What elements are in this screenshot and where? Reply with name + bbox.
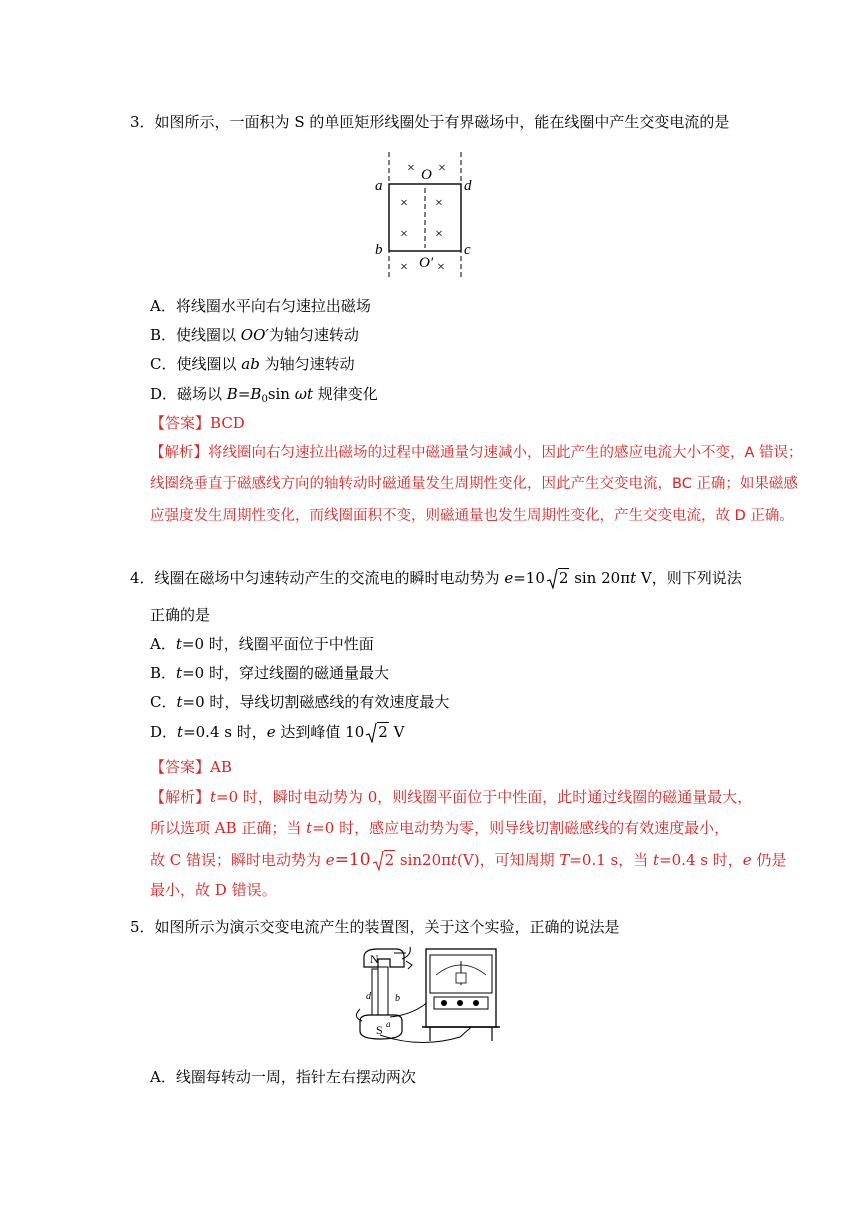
cross-mark: × (400, 260, 408, 275)
q5-stem: 5．如图所示为演示交变电流产生的装置图，关于这个实验，正确的说法是 (130, 918, 620, 936)
q3-stem: 3．如图所示，一面积为 S 的单匝矩形线圈处于有界磁场中，能在线圈中产生交变电流的是 (130, 113, 730, 131)
label-a: a (375, 178, 383, 194)
sqrt-symbol: 2 (373, 850, 396, 870)
q5-generator-figure (350, 945, 510, 1050)
q3-option-a: A．将线圈水平向右匀速拉出磁场 (150, 297, 371, 315)
q4-analysis-line-3: 故 C 错误；瞬时电动势为 e=10 2 sin20πt(V)，可知周期 T=0.1 s，当 t=0.4 s 时，e 仍是 (150, 850, 787, 870)
q3-analysis-line-2: 线圈绕垂直于磁感线方向的轴转动时磁通量发生周期性变化，因此产生交变电流，BC 正确；如果磁感 (150, 476, 798, 492)
q4-analysis-line-2: 所以选项 AB 正确；当 t=0 时，感应电动势为零，则导线切割磁感线的有效速度最小， (150, 819, 730, 837)
label-b: b (395, 993, 400, 1004)
q4-stem-line-2: 正确的是 (150, 606, 211, 624)
label-b: b (375, 242, 383, 258)
q4-option-c: C．t=0 时，导线切割磁感线的有效速度最大 (150, 693, 450, 711)
q4-stem-line-1: 4．线圈在磁场中匀速转动产生的交流电的瞬时电动势为 e=10 2 sin 20πt V，则下列说法 (130, 569, 742, 587)
q5-option-a: A．线圈每转动一周，指针左右摆动两次 (150, 1068, 416, 1086)
q3-option-d: D．磁场以 $B=B_0\sin$ ωt 规律变化 (150, 385, 378, 405)
q4-option-a: A．t=0 时，线圈平面位于中性面 (150, 635, 374, 653)
label-S: S (376, 1023, 383, 1037)
q4-answer: 【答案】AB (150, 758, 232, 776)
label-a: a (386, 1019, 391, 1029)
q3-analysis-line-1: 【解析】将线圈向右匀速拉出磁场的过程中磁通量匀速减小，因此产生的感应电流大小不变，A 错误； (150, 445, 803, 461)
label-d: d (464, 178, 472, 194)
label-O: O (421, 167, 432, 183)
cross-mark: × (435, 227, 443, 242)
q4-option-d: D．t=0.4 s 时，e 达到峰值 10 2 V (150, 723, 405, 741)
label-O-prime: O′ (419, 255, 434, 271)
label-c: c (464, 242, 471, 258)
cross-mark: × (400, 227, 408, 242)
label-d: d (366, 991, 371, 1002)
cross-mark: × (438, 161, 446, 176)
q3-answer: 【答案】BCD (150, 414, 245, 432)
sqrt-symbol: 2 (366, 722, 389, 742)
cross-mark: × (407, 161, 415, 176)
q3-coil-figure (370, 150, 480, 280)
label-N: N (370, 952, 379, 966)
sqrt-symbol: 2 (547, 568, 570, 588)
q3-analysis-line-3: 应强度发生周期性变化，而线圈面积不变，则磁通量也发生周期性变化，产生交变电流，故 D 正确。 (150, 508, 794, 524)
q3-option-c: C．使线圈以 ab 为轴匀速转动 (150, 355, 355, 373)
q4-option-b: B．t=0 时，穿过线圈的磁通量最大 (150, 664, 389, 682)
cross-mark: × (437, 260, 445, 275)
q4-analysis-line-1: 【解析】t=0 时，瞬时电动势为 0，则线圈平面位于中性面，此时通过线圈的磁通量最大， (150, 788, 753, 806)
q4-analysis-line-4: 最小，故 D 错误。 (150, 881, 277, 899)
cross-mark: × (435, 196, 443, 211)
q3-option-b: B．使线圈以 OO′为轴匀速转动 (150, 326, 359, 344)
cross-mark: × (400, 196, 408, 211)
